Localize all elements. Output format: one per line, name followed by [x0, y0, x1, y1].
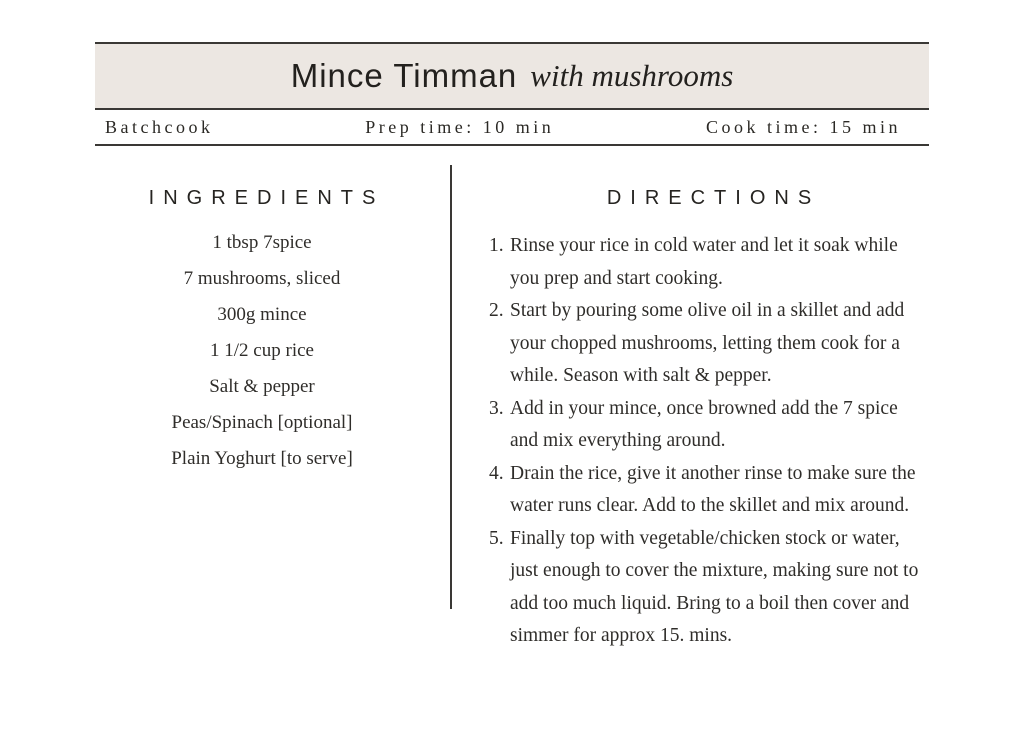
step-number: 5.: [489, 527, 504, 549]
recipe-header: [95, 42, 929, 146]
step-number: 3.: [489, 397, 504, 419]
ingredient-item: 300g mince: [217, 304, 307, 325]
recipe-title: Mince Timman: [290, 57, 518, 94]
batch-tag: Batchcook: [105, 116, 214, 137]
direction-step: [489, 523, 929, 653]
direction-step: [489, 230, 929, 295]
step-text: Drain the rice, give it another rinse to make sure the water runs clear. Add to the skillet and mix around.: [510, 462, 916, 516]
step-text: Start by pouring some olive oil in a skillet and add your chopped mushrooms, letting them cook for a while. Season with salt & pepper.: [510, 300, 905, 386]
direction-step: [489, 393, 929, 458]
step-text: Add in your mince, once browned add the 7 spice and mix everything around.: [510, 397, 898, 451]
meta-row: [95, 110, 929, 146]
prep-time: Prep time: 10 min: [365, 116, 555, 137]
ingredients-heading: INGREDIENTS: [148, 187, 385, 209]
ingredient-item: 1 1/2 cup rice: [210, 340, 314, 361]
ingredients-list: [95, 232, 429, 469]
step-number: 4.: [489, 462, 504, 484]
directions-section: [452, 146, 929, 653]
recipe-card: [0, 42, 1024, 746]
direction-step: [489, 458, 929, 523]
directions-heading: DIRECTIONS: [606, 187, 821, 209]
ingredients-section: [95, 146, 429, 653]
recipe-content: [95, 146, 929, 653]
ingredient-item: Salt & pepper: [209, 376, 315, 397]
ingredient-item: Plain Yoghurt [to serve]: [171, 448, 353, 469]
ingredient-item: 1 tbsp 7spice: [212, 232, 312, 253]
step-text: Rinse your rice in cold water and let it soak while you prep and start cooking.: [510, 235, 898, 289]
direction-step: [489, 295, 929, 393]
step-number: 2.: [489, 300, 504, 321]
recipe-subtitle: with mushrooms: [530, 58, 734, 93]
directions-list: [489, 230, 929, 653]
ingredient-item: 7 mushrooms, sliced: [183, 268, 341, 289]
step-text: Finally top with vegetable/chicken stock or water, just enough to cover the mixture, making sure not to add too much liquid. Bring to a boil then cover and simmer for approx 15. mins.: [510, 527, 919, 646]
step-number: 1.: [489, 235, 504, 256]
cook-time: Cook time: 15 min: [705, 116, 901, 137]
title-band: [95, 44, 929, 110]
ingredient-item: Peas/Spinach [optional]: [171, 412, 353, 433]
